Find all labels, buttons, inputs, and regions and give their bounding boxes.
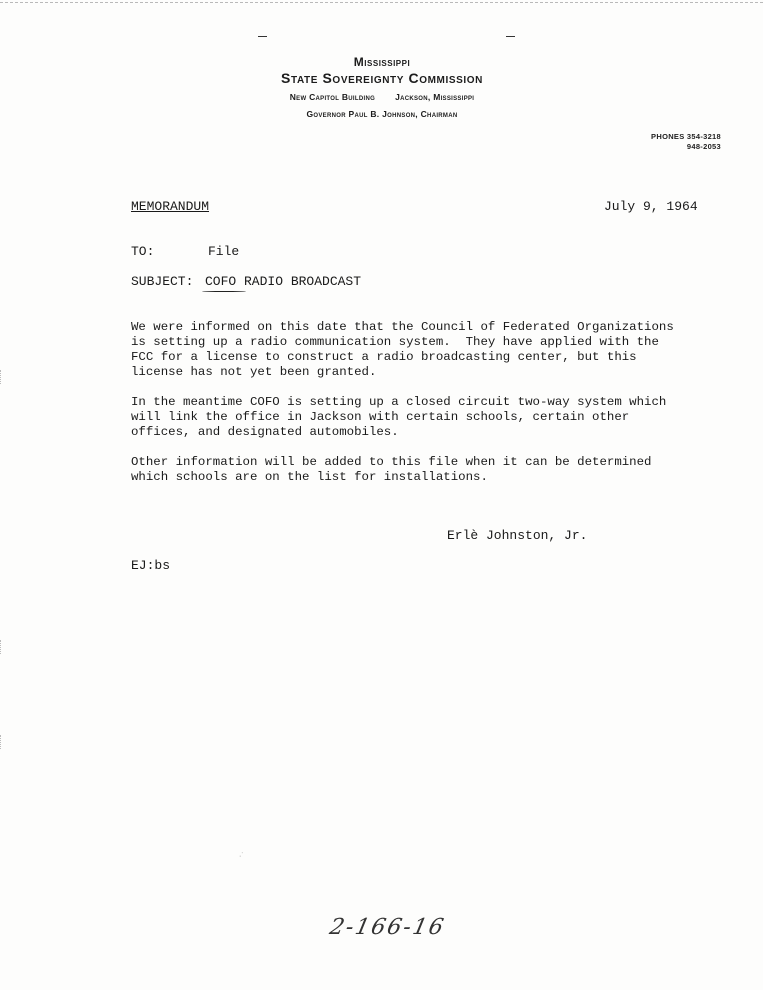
letterhead-city: Jackson, Mississippi [395,92,475,102]
paper-speck: ·˙ [239,853,244,860]
letterhead-state: Mississippi [353,55,411,69]
phone-line-1: PHONES 354-3218 [651,132,721,141]
margin-mark [0,370,3,384]
body-paragraph-3: Other information will be added to this file when it can be determined which schools are on the list for installations. [131,455,652,484]
page-top-edge [0,2,763,3]
margin-mark [0,735,3,749]
letterhead-chairman: Governor Paul B. Johnson, Chairman [306,109,458,119]
phone-line-2: 948-2053 [686,142,721,151]
typist-initials: EJ:bs [131,558,171,573]
subject-label: SUBJECT: [131,274,194,289]
letterhead-tick-right [506,36,515,37]
body-paragraph-1: We were informed on this date that the Council of Federated Organizations is setting up a radio communication system. They have applied with the FCC for a license to construct a radio broadcasting center, but this license has not yet been granted. [131,320,674,379]
subject-value: COFO RADIO BROADCAST [205,274,362,289]
to-label: TO: [131,244,155,259]
signature-line: Erlè Johnston, Jr. [447,528,588,543]
handwritten-underline-mark [202,291,246,292]
memo-date: July 9, 1964 [604,199,698,214]
memo-heading: MEMORANDUM [131,199,210,214]
letterhead-address [250,92,514,102]
letterhead-tick-left [258,36,267,37]
to-value: File [208,244,240,259]
body-paragraph-2: In the meantime COFO is setting up a closed circuit two-way system which will link the office in Jackson with certain schools, certain other offices, and designated automobiles. [131,395,667,439]
margin-mark [0,640,3,654]
letterhead-phones [651,132,721,152]
handwritten-file-number: 2-166-16 [327,915,448,940]
letterhead-building: New Capitol Building [289,92,376,102]
letterhead-title: State Sovereignty Commission [281,70,483,86]
